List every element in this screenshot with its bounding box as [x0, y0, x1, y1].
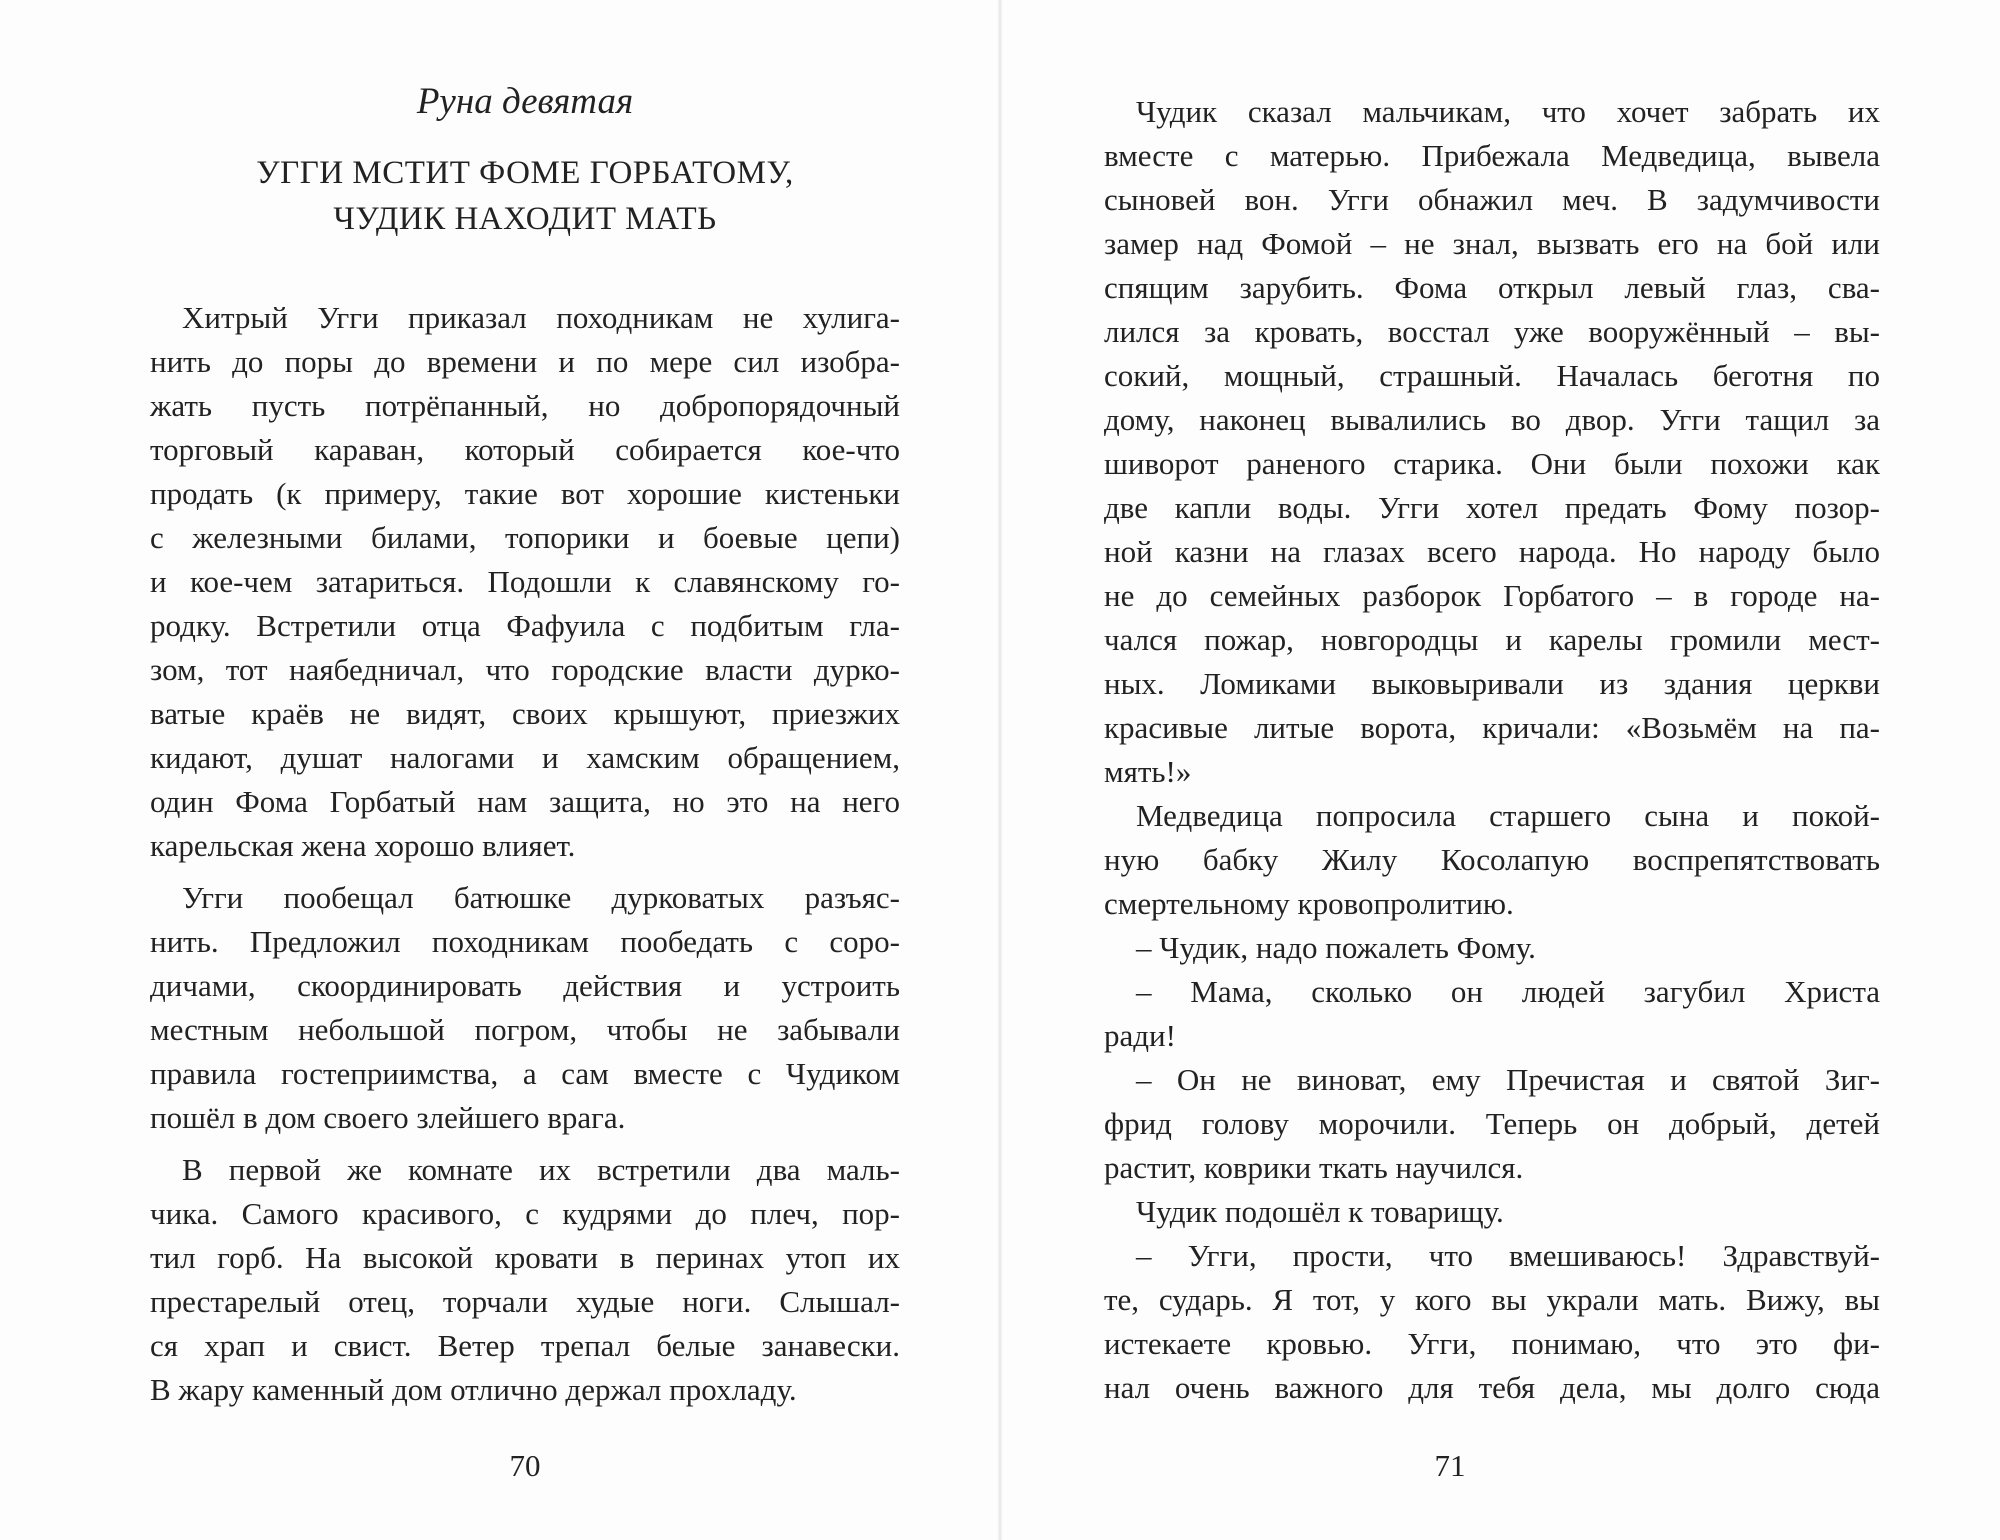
text-line: чался пожар, новгородцы и карелы громили мест-: [1104, 622, 1880, 657]
text-line: тил горб. На высокой кровати в перинах утоп их: [150, 1240, 900, 1275]
text-line: спящим зарубить. Фома открыл левый глаз, сва-: [1104, 270, 1880, 305]
text-line: нал очень важного для тебя дела, мы долго сюда: [1104, 1370, 1880, 1405]
text-line: те, сударь. Я тот, у кого вы украли мать. Вижу, вы: [1104, 1282, 1880, 1317]
chapter-title: [150, 150, 900, 242]
text-line: – Он не виноват, ему Пречистая и святой Зиг-: [1136, 1062, 1880, 1097]
text-line: ватые краёв не видят, своих крышуют, приезжих: [150, 696, 900, 731]
text-line: ную бабку Жилу Косолапую воспрепятствовать: [1104, 842, 1880, 877]
text-line: вместе с матерью. Прибежала Медведица, вывела: [1104, 138, 1880, 173]
text-line: сыновей вон. Угги обнажил меч. В задумчивости: [1104, 182, 1880, 217]
text-line: замер над Фомой – не знал, вызвать его на бой или: [1104, 226, 1880, 261]
text-line: жать пусть потрёпанный, но добропорядочный: [150, 388, 900, 423]
text-line: смертельному кровопролитию.: [1104, 886, 1514, 921]
text-line: истекаете кровью. Угги, понимаю, что это фи-: [1104, 1326, 1880, 1361]
text-line: В первой же комнате их встретили два маль-: [182, 1152, 900, 1187]
text-line: один Фома Горбатый нам защита, но это на него: [150, 784, 900, 819]
text-line: ной казни на глазах всего народа. Но народу было: [1104, 534, 1880, 569]
text-line: нить. Предложил походникам пообедать с соро-: [150, 924, 900, 959]
text-line: фрид голову морочили. Теперь он добрый, детей: [1104, 1106, 1880, 1141]
text-line: мять!»: [1104, 754, 1192, 789]
text-line: торговый караван, который собирается кое-что: [150, 432, 900, 467]
text-line: растит, коврики ткать научился.: [1104, 1150, 1524, 1185]
text-line: карельская жена хорошо влияет.: [150, 828, 576, 863]
text-line: дому, наконец вывалились во двор. Угги тащил за: [1104, 402, 1880, 437]
text-line: не до семейных разборок Горбатого – в городе на-: [1104, 578, 1880, 613]
text-line: чика. Самого красивого, с кудрями до плеч, пор-: [150, 1196, 900, 1231]
page-number: 70: [509, 1448, 541, 1483]
text-line: сокий, мощный, страшный. Началась беготня по: [1104, 358, 1880, 393]
chapter-title-line: УГГИ МСТИТ ФОМЕ ГОРБАТОМУ,: [256, 155, 794, 191]
text-line: с железными билами, топорики и боевые цепи): [150, 520, 900, 555]
text-line: зом, тот наябедничал, что городские власти дурко-: [150, 652, 900, 687]
text-line: Чудик подошёл к товарищу.: [1136, 1194, 1504, 1229]
text-line: В жару каменный дом отлично держал прохладу.: [150, 1372, 797, 1407]
text-line: красивые литые ворота, кричали: «Возьмём на па-: [1104, 710, 1880, 745]
chapter-title-line: ЧУДИК НАХОДИТ МАТЬ: [333, 201, 717, 237]
text-line: нить до поры до времени и по мере сил изобра-: [150, 344, 900, 379]
text-line: ся храп и свист. Ветер трепал белые занавески.: [150, 1328, 900, 1363]
text-line: престарелый отец, торчали худые ноги. Слышал-: [150, 1284, 900, 1319]
text-line: кидают, душат налогами и хамским обращением,: [150, 740, 900, 775]
text-line: – Чудик, надо пожалеть Фому.: [1136, 930, 1536, 965]
left-page-text: [150, 296, 900, 1412]
text-line: ради!: [1104, 1018, 1176, 1053]
right-page: [1000, 0, 2000, 1540]
text-line: продать (к примеру, такие вот хорошие кистеньки: [150, 476, 900, 511]
text-line: Чудик сказал мальчикам, что хочет забрать их: [1136, 94, 1880, 129]
text-line: дичами, скоординировать действия и устроить: [150, 968, 900, 1003]
text-line: – Мама, сколько он людей загубил Христа: [1136, 974, 1880, 1009]
text-line: ных. Ломиками выковыривали из здания церкви: [1104, 666, 1880, 701]
text-line: шиворот раненого старика. Они были похожи как: [1104, 446, 1880, 481]
page-number: 71: [1434, 1448, 1466, 1483]
text-line: Медведица попросила старшего сына и покой-: [1136, 798, 1880, 833]
right-page-text: [1104, 90, 1880, 1410]
text-line: правила гостеприимства, а сам вместе с Чудиком: [150, 1056, 900, 1091]
chapter-label: Руна девятая: [416, 81, 634, 122]
text-line: местным небольшой погром, чтобы не забывали: [150, 1012, 900, 1047]
text-line: и кое-чем затариться. Подошли к славянскому го-: [150, 564, 900, 599]
text-line: Хитрый Угги приказал походникам не хулига-: [182, 300, 900, 335]
text-line: родку. Встретили отца Фафуила с подбитым гла-: [150, 608, 900, 643]
text-line: лился за кровать, восстал уже вооружённый – вы-: [1104, 314, 1880, 349]
text-line: пошёл в дом своего злейшего врага.: [150, 1100, 626, 1135]
text-line: две капли воды. Угги хотел предать Фому позор-: [1104, 490, 1880, 525]
text-line: – Угги, прости, что вмешиваюсь! Здравствуй-: [1136, 1238, 1880, 1273]
text-line: Угги пообещал батюшке дурковатых разъяс-: [182, 880, 900, 915]
